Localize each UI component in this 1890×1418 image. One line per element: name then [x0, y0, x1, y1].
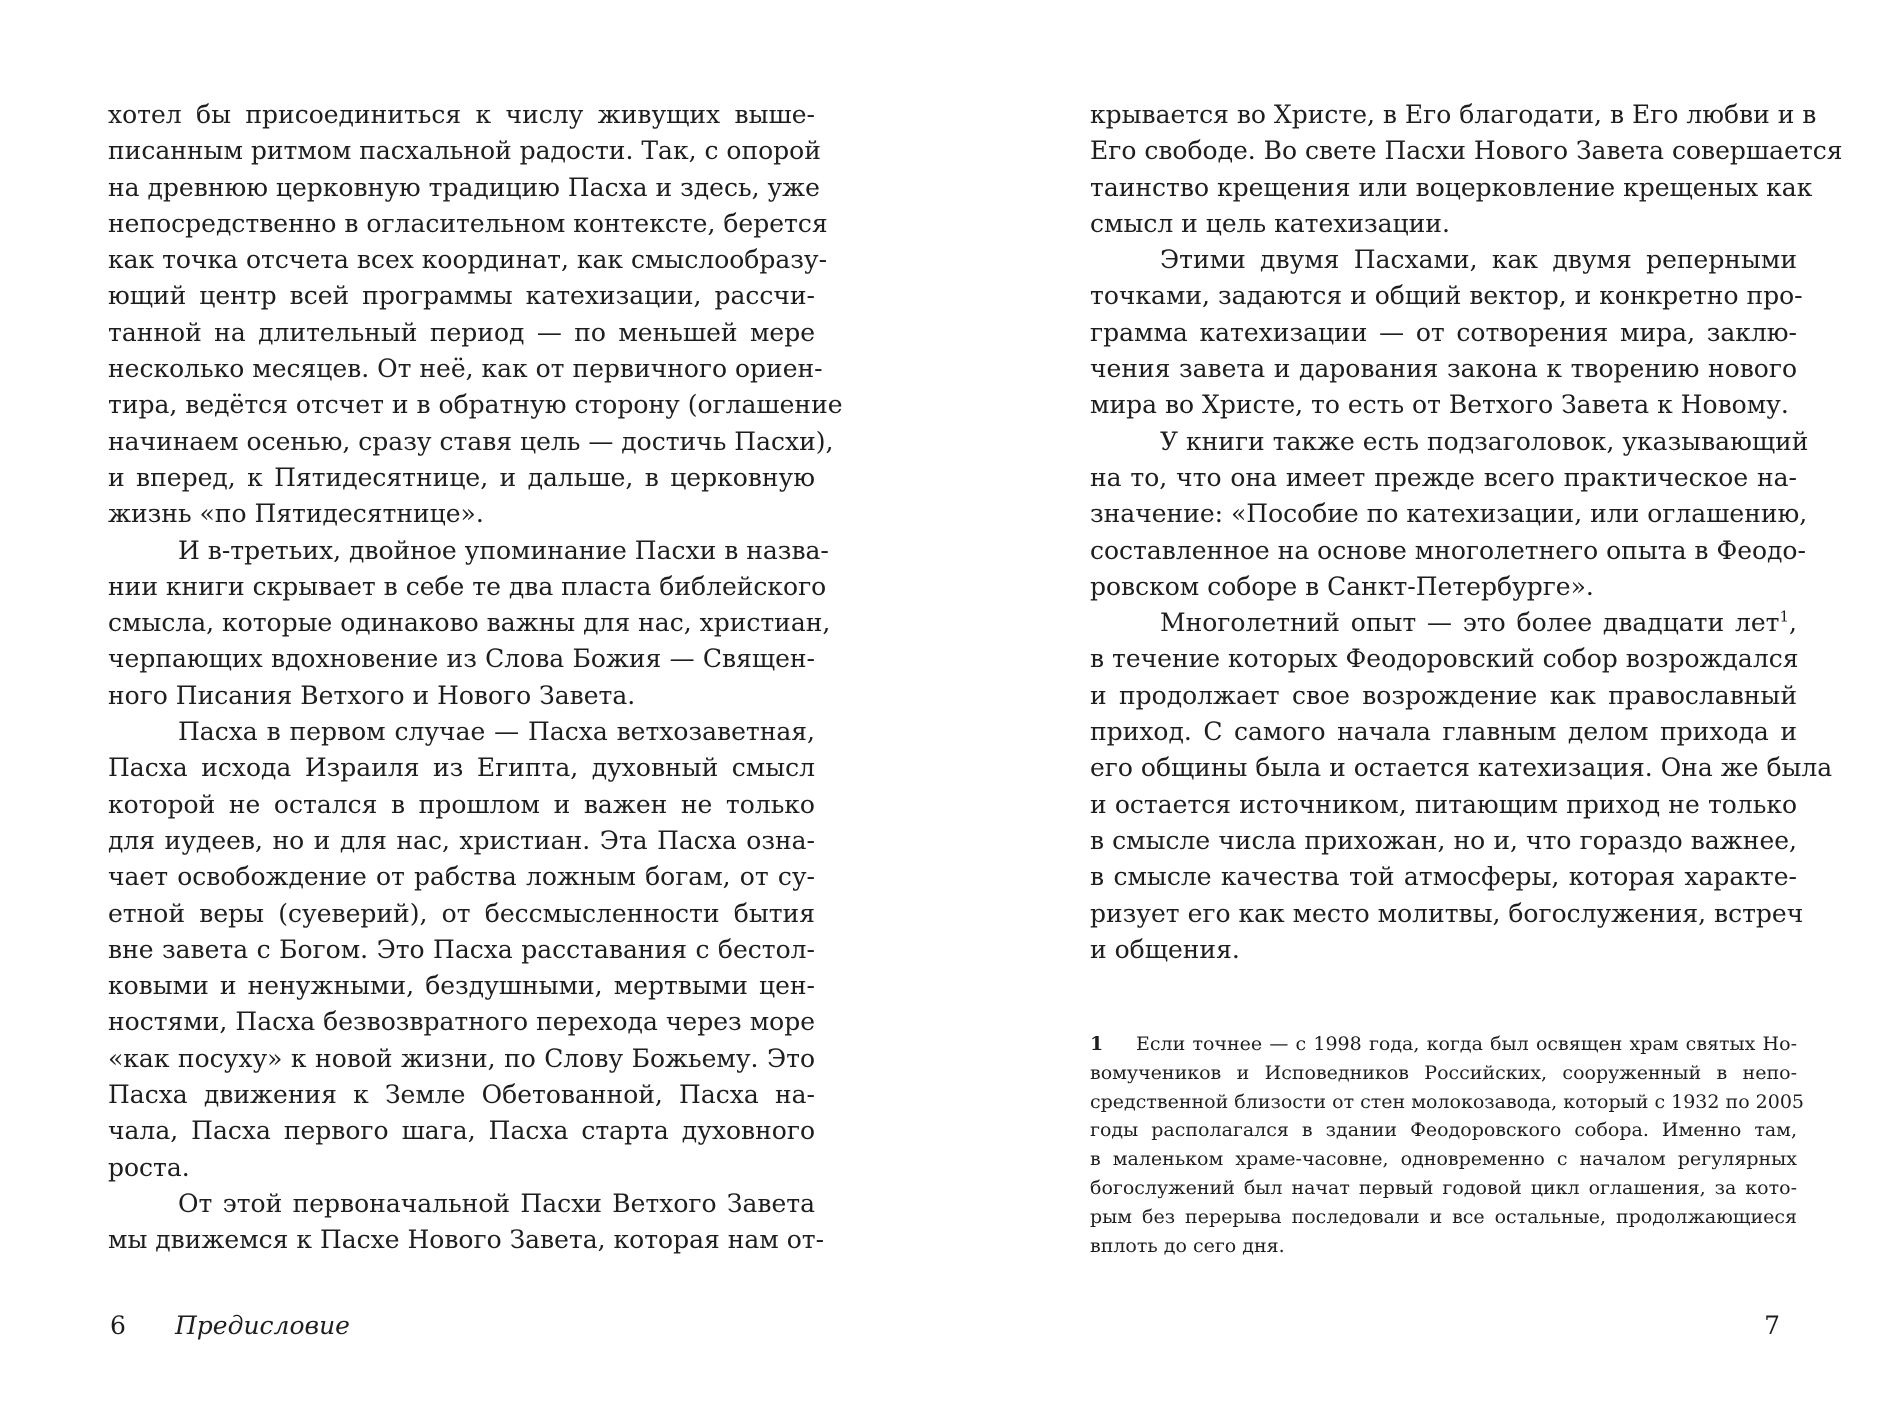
body-line: Пасха в первом случае — Пасха ветхозаветная, — [178, 717, 815, 747]
body-line: У книги также есть подзаголовок, указывающий — [1160, 426, 1809, 456]
footnote-text: Если точнее — с 1998 года, когда был освящен храм святых Но- — [1136, 1033, 1797, 1055]
running-head: Предисловие — [175, 1311, 350, 1340]
body-line-text: Многолетний опыт — это более двадцати лет — [1160, 608, 1780, 638]
footnote-line: годы располагался в здании Феодоровского собора. Именно там, — [1090, 1119, 1797, 1142]
footnote-line: в маленьком храме-часовне, одновременно с началом регулярных — [1090, 1148, 1797, 1171]
body-line: вне завета с Богом. Это Пасха расставания с бестол- — [108, 934, 815, 964]
body-line-with-note — [1090, 605, 1797, 641]
body-line: для иудеев, но и для нас, христиан. Эта Пасха озна- — [108, 825, 815, 855]
body-line: начинаем осенью, сразу ставя цель — достичь Пасхи), — [108, 426, 834, 456]
body-line: составленное на основе многолетнего опыта в Феодо- — [1090, 535, 1806, 565]
body-line: ностями, Пасха безвозвратного перехода через море — [108, 1007, 815, 1037]
body-line: смысл и цель катехизации. — [1090, 208, 1450, 238]
body-line: жизнь «по Пятидесятнице». — [108, 499, 484, 529]
body-line: точками, задаются и общий вектор, и конкретно про- — [1090, 281, 1803, 311]
body-line: его общины была и остается катехизация. Она же была — [1090, 753, 1833, 783]
body-line: которой не остался в прошлом и важен не только — [108, 789, 815, 819]
body-line: чения завета и дарования закона к творению нового — [1090, 354, 1797, 384]
footnote-reference[interactable]: 1 — [1779, 607, 1790, 626]
body-line: чала, Пасха первого шага, Пасха старта духовного — [108, 1116, 815, 1146]
body-line: на то, что она имеет прежде всего практическое на- — [1090, 462, 1797, 492]
body-line: нии книги скрывает в себе те два пласта библейского — [108, 571, 827, 601]
footnote-marker: 1 — [1090, 1033, 1104, 1055]
body-line: таинство крещения или воцерковление крещеных как — [1090, 172, 1813, 202]
body-line: ризует его как место молитвы, богослужения, встреч — [1090, 898, 1804, 928]
footnote-line: средственной близости от стен молокозавода, который с 1932 по 2005 — [1090, 1090, 1805, 1113]
body-line: несколько месяцев. От неё, как от первичного ориен- — [108, 354, 823, 384]
body-line: и остается источником, питающим приход не только — [1090, 789, 1797, 819]
body-line: ного Писания Ветхого и Нового Завета. — [108, 680, 636, 710]
body-line: и общения. — [1090, 934, 1240, 964]
body-line: танной на длительный период — по меньшей мере — [108, 317, 815, 347]
body-line: крывается во Христе, в Его благодати, в Его любви и в — [1090, 100, 1817, 129]
body-line: приход. С самого начала главным делом прихода и — [1090, 717, 1797, 747]
footnote-line: вплоть до сего дня. — [1090, 1234, 1285, 1257]
page-number-left: 6 — [110, 1311, 126, 1340]
page-number-right: 7 — [1764, 1311, 1780, 1340]
right-page — [945, 0, 1890, 1418]
body-line: От этой первоначальной Пасхи Ветхого Завета — [178, 1188, 815, 1218]
body-line: Его свободе. Во свете Пасхи Нового Завета совершается — [1090, 136, 1843, 166]
body-line: и продолжает свое возрождение как православный — [1090, 680, 1797, 710]
body-line: Пасха исхода Израиля из Египта, духовный смысл — [108, 753, 815, 783]
body-line: в смысле числа прихожан, но и, что гораздо важнее, — [1090, 825, 1797, 855]
body-line: Пасха движения к Земле Обетованной, Пасха на- — [108, 1080, 815, 1110]
body-line: непосредственно в огласительном контексте, берется — [108, 208, 828, 238]
body-line: хотел бы присоединиться к числу живущих выше- — [108, 100, 815, 129]
left-page-body — [108, 97, 843, 1259]
body-line: как точка отсчета всех координат, как смыслообразу- — [108, 245, 828, 275]
footnote-line: вомучеников и Исповедников Российских, сооруженный в непо- — [1090, 1061, 1797, 1084]
body-line: ровском соборе в Санкт-Петербурге». — [1090, 571, 1594, 601]
body-line: мира во Христе, то есть от Ветхого Завета к Новому. — [1090, 390, 1789, 420]
body-line: ковыми и ненужными, бездушными, мертвыми цен- — [108, 971, 815, 1001]
footnote-line — [1090, 1030, 1797, 1059]
body-line: в течение которых Феодоровский собор возрождался — [1090, 644, 1799, 674]
body-line: ющий центр всей программы катехизации, рассчи- — [108, 281, 815, 311]
footnote-line: богослужений был начат первый годовой цикл оглашения, за кото- — [1090, 1176, 1797, 1199]
body-line: писанным ритмом пасхальной радости. Так, с опорой — [108, 136, 821, 166]
body-line: и вперед, к Пятидесятнице, и дальше, в церковную — [108, 462, 815, 492]
body-line: в смысле качества той атмосферы, которая характе- — [1090, 862, 1797, 892]
body-line: И в-третьих, двойное упоминание Пасхи в назва- — [178, 535, 829, 565]
body-line: смысла, которые одинаково важны для нас, христиан, — [108, 608, 831, 638]
right-page-body — [1090, 97, 1843, 968]
body-line: чает освобождение от рабства ложным богам, от су- — [108, 862, 815, 892]
note-ref-punctuation: , — [1789, 608, 1797, 638]
footnote-line: рым без перерыва последовали и все остальные, продолжающиеся — [1090, 1205, 1797, 1228]
body-line: Этими двумя Пасхами, как двумя реперными — [1160, 245, 1797, 275]
body-line: черпающих вдохновение из Слова Божия — Священ- — [108, 644, 815, 674]
body-line: на древнюю церковную традицию Пасха и здесь, уже — [108, 172, 820, 202]
body-line: тира, ведётся отсчет и в обратную сторону (оглашение — [108, 390, 843, 420]
body-line: грамма катехизации — от сотворения мира, заклю- — [1090, 317, 1797, 347]
body-line: значение: «Пособие по катехизации, или оглашению, — [1090, 499, 1808, 529]
body-line: роста. — [108, 1152, 190, 1182]
body-line: етной веры (суеверий), от бессмысленности бытия — [108, 898, 815, 928]
footnote — [1090, 1030, 1805, 1260]
body-line: «как посуху» к новой жизни, по Слову Божьему. Это — [108, 1043, 815, 1073]
body-line: мы движемся к Пасхе Нового Завета, которая нам от- — [108, 1225, 825, 1255]
